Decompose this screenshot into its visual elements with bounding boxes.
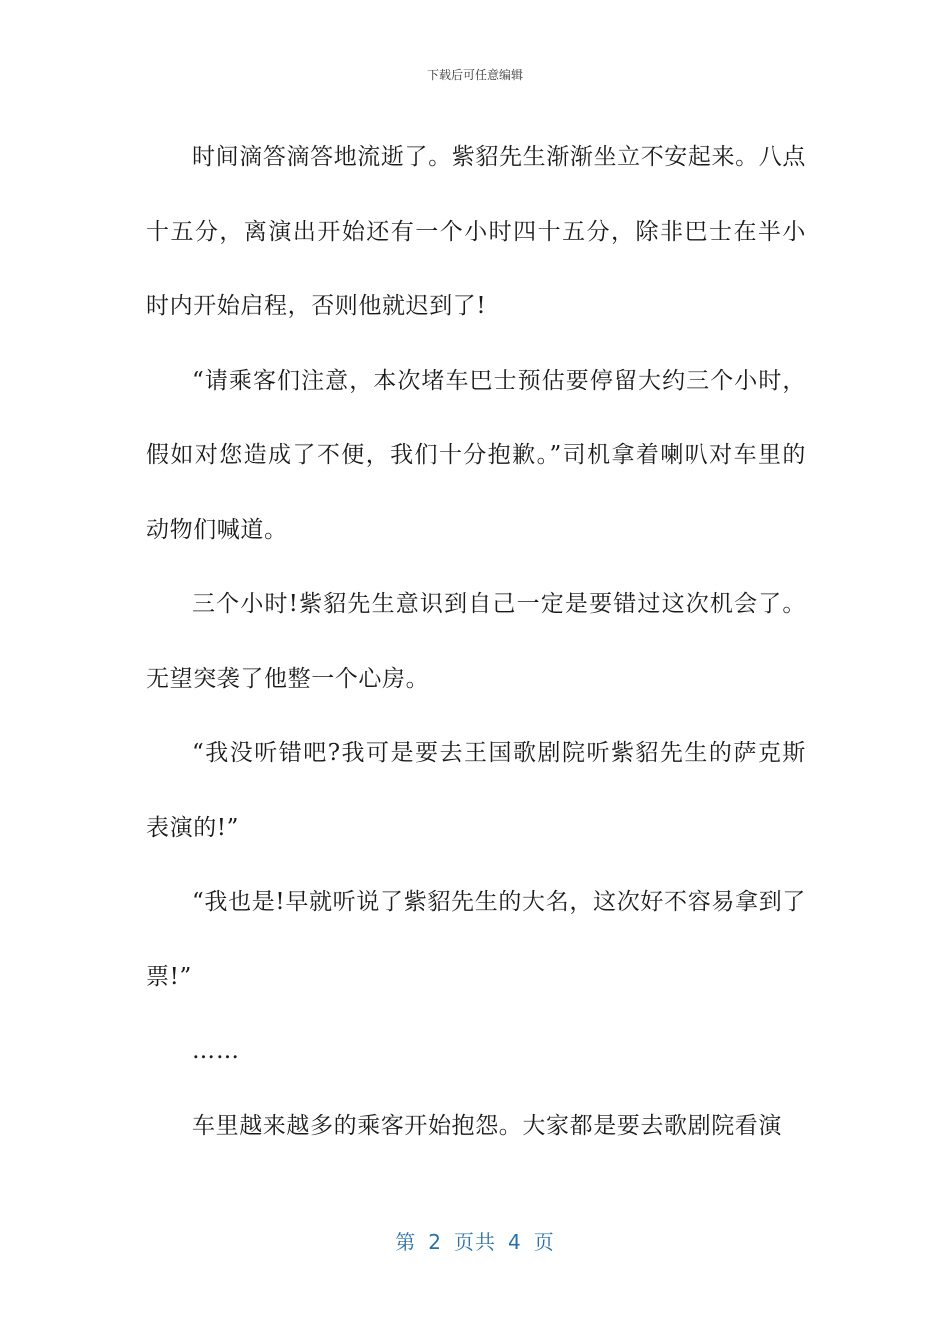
page-number-footer: [0, 1226, 950, 1255]
paragraph: 车里越来越多的乘客开始抱怨。大家都是要去歌剧院看演: [192, 1112, 782, 1139]
ellipsis-paragraph: ……: [192, 1038, 240, 1064]
header-note: 下载后可任意编辑: [426, 68, 523, 82]
document-body: [146, 120, 806, 1163]
paragraph: 时间滴答滴答地流逝了。紫貂先生渐渐坐立不安起来。八点十五分，离演出开始还有一个小时四十五分，除非巴士在半小时内开始启程，否则他就迟到了!: [146, 144, 806, 319]
page-current: 2: [428, 1230, 442, 1254]
page-middle: 页共: [454, 1230, 496, 1254]
page-total: 4: [508, 1230, 522, 1254]
page-suffix: 页: [533, 1230, 555, 1254]
paragraph: 三个小时!紫貂先生意识到自己一定是要错过这次机会了。无望突袭了他整一个心房。: [146, 591, 806, 692]
paragraph: “请乘客们注意，本次堵车巴士预估要停留大约三个小时，假如对您造成了不便，我们十分抱歉。”司机拿着喇叭对车里的动物们喊道。: [146, 367, 806, 543]
paragraph: “我也是!早就听说了紫貂先生的大名，这次好不容易拿到了票!”: [146, 889, 806, 990]
page-prefix: 第: [395, 1230, 417, 1254]
paragraph: “我没听错吧?我可是要去王国歌剧院听紫貂先生的萨克斯表演的!”: [146, 740, 806, 841]
